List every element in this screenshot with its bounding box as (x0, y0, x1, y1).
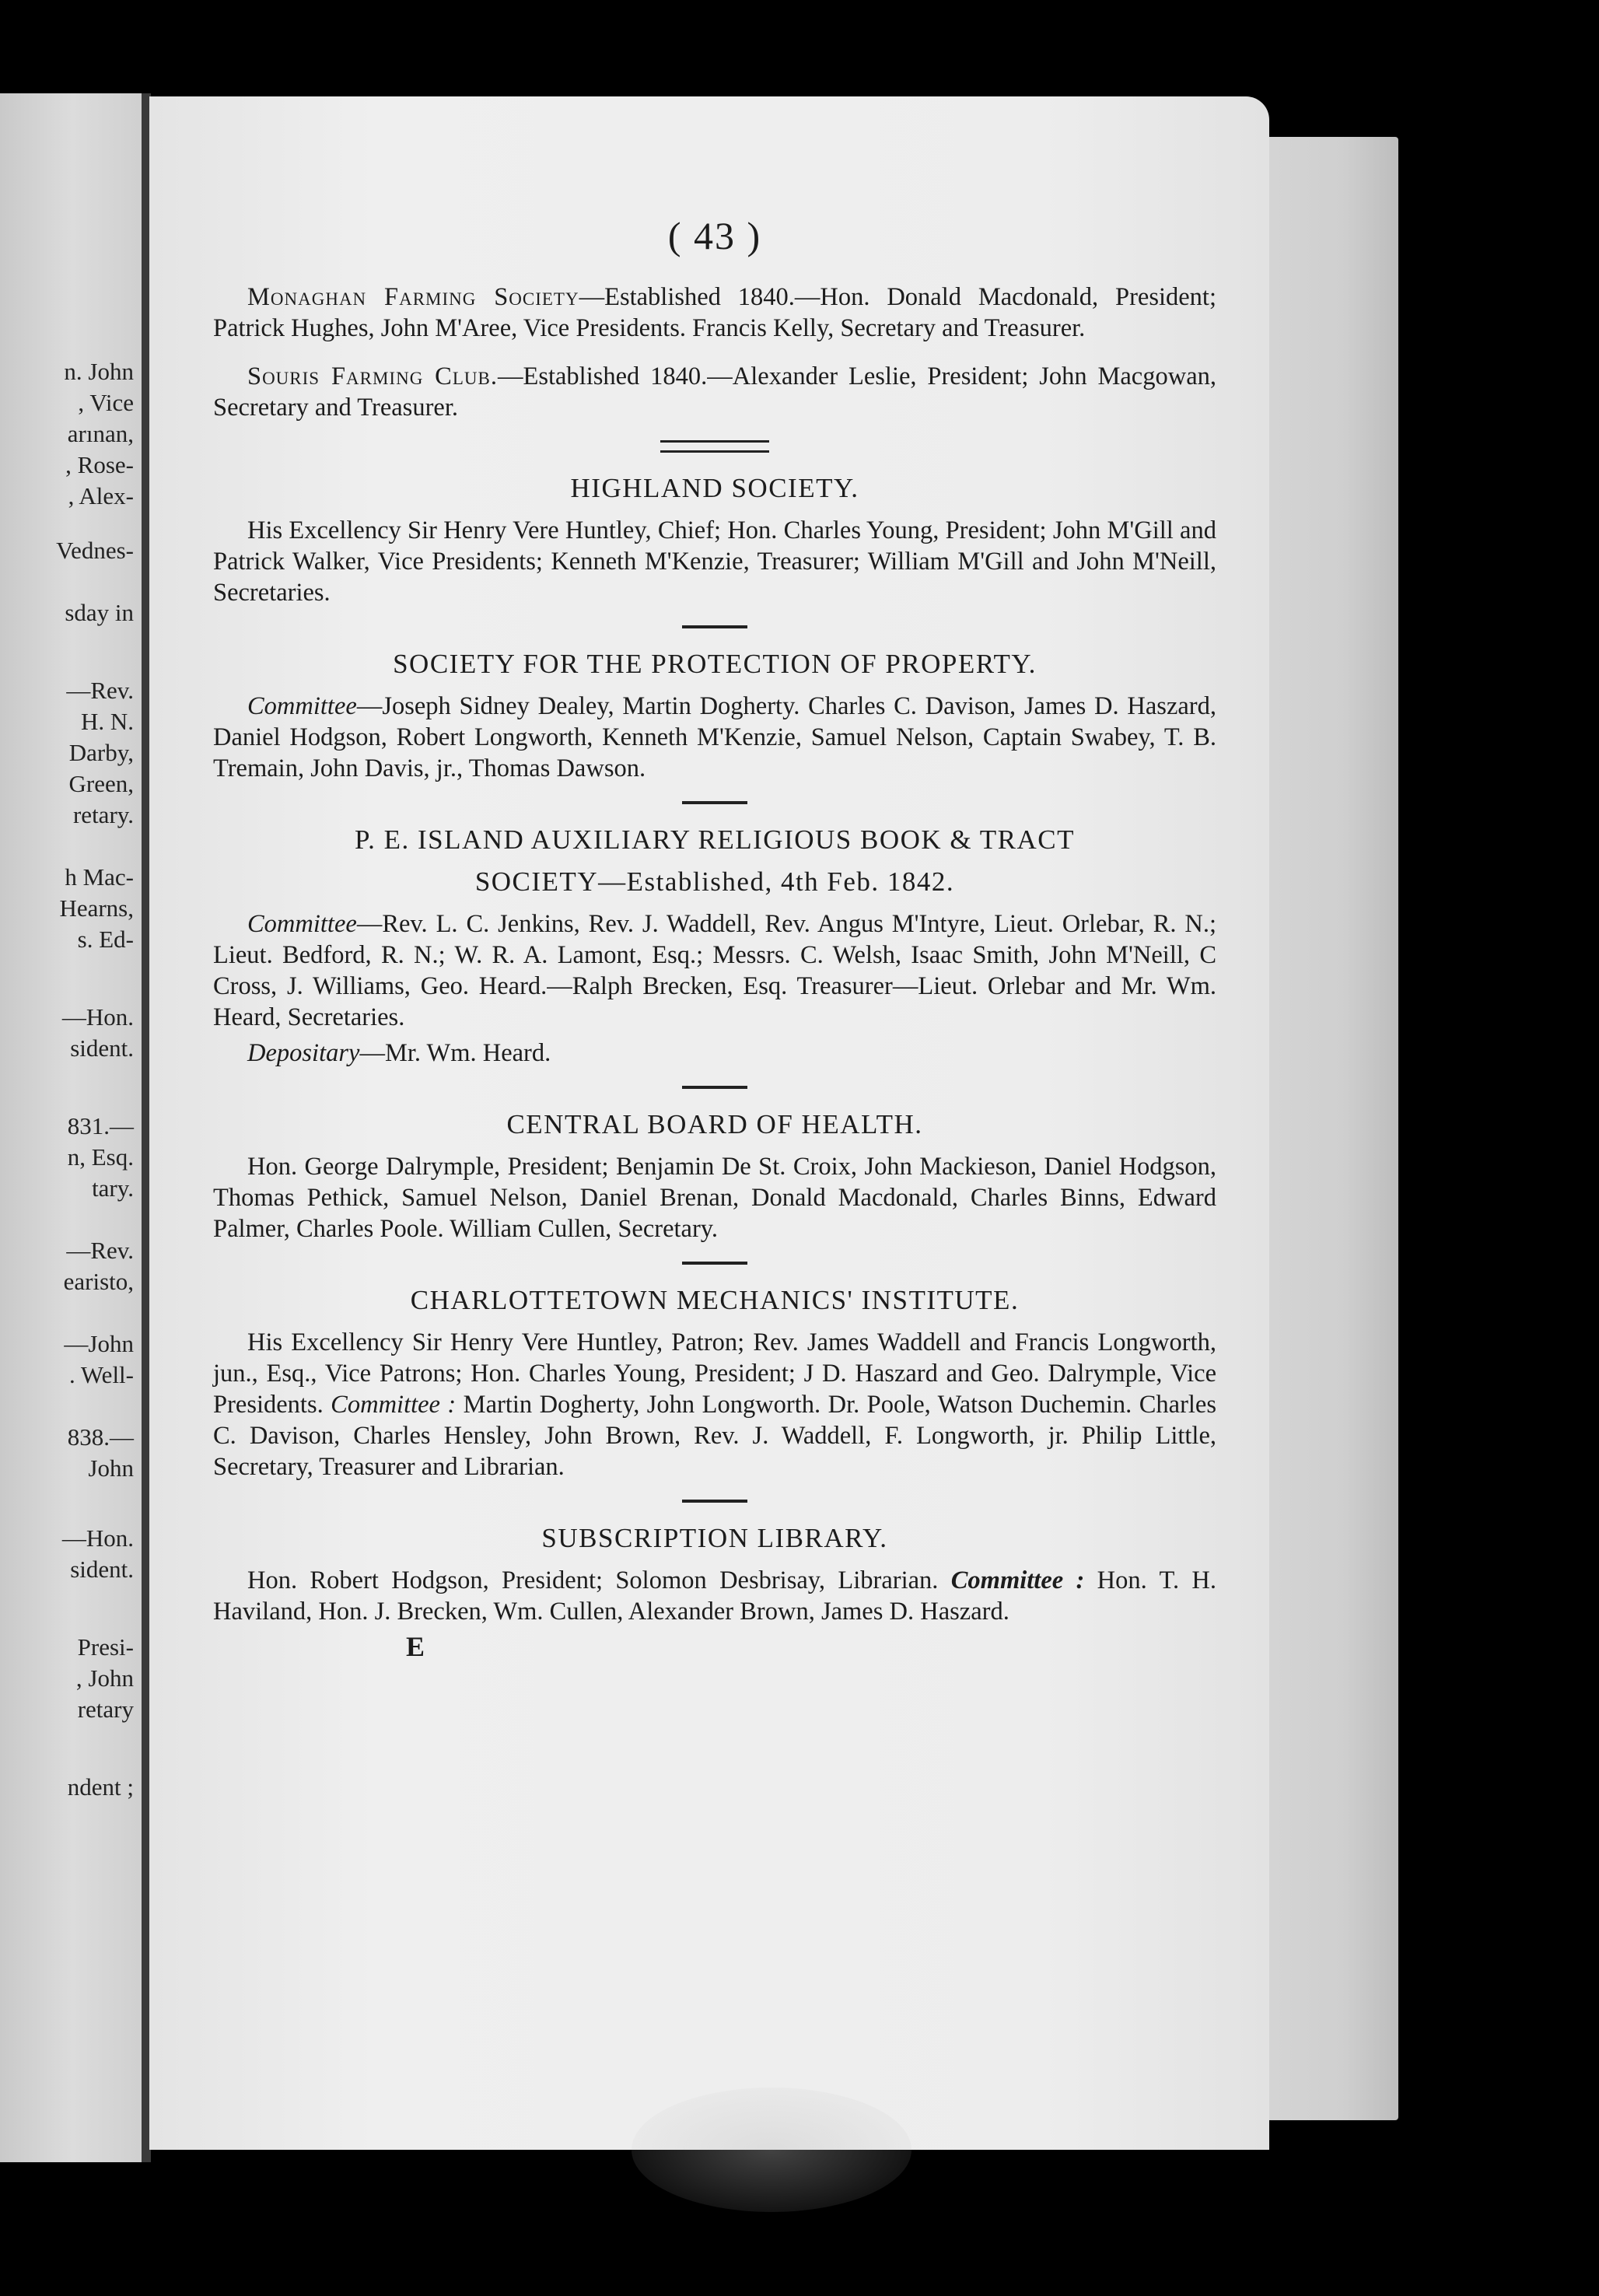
board-of-health-heading: CENTRAL BOARD OF HEALTH. (506, 1109, 923, 1139)
property-society-text (213, 691, 1216, 784)
left-page-text-fragment: , Alex- (68, 482, 134, 509)
page-number: ( 43 ) (667, 214, 762, 257)
committee-label: Committee : (331, 1391, 457, 1419)
left-page-text-fragment: John (88, 1454, 134, 1482)
section-divider (660, 440, 769, 453)
subscription-library-text (213, 1565, 1216, 1627)
entry-name: Souris Farming Club. (247, 362, 498, 390)
left-page-text-fragment: retary (77, 1696, 134, 1723)
entry-text: —Joseph Sidney Dealey, Martin Dogherty. Charles C. Davison, James D. Haszard, Daniel Hodgson, Robert Longworth, Kenneth M'Kenzie, Samuel Nelson, Captain Swabey, T. B. Tremain, John Davis, jr., Thomas Dawson. (213, 692, 1216, 782)
left-page-text-fragment: sident. (70, 1034, 134, 1062)
tract-society-heading-line2: SOCIETY—Established, 4th Feb. 1842. (474, 866, 955, 897)
left-page-text-fragment: —Rev. (66, 1237, 134, 1264)
left-page-text-fragment: —John (64, 1330, 134, 1357)
depositary-label: Depositary (247, 1039, 360, 1067)
left-page-text-fragment: 838.— (67, 1423, 134, 1451)
section-divider (682, 1086, 747, 1089)
section-divider (682, 1262, 747, 1265)
monaghan-farming-society (213, 282, 1216, 344)
committee-label: Committee (247, 910, 357, 938)
left-page-text-fragment: , Rose- (65, 451, 134, 478)
left-page-text-fragment: , John (75, 1664, 134, 1692)
highland-society-text: His Excellency Sir Henry Vere Huntley, Chief; Hon. Charles Young, President; John M'Gill and Patrick Walker, Vice Presidents; Kenneth M'Kenzie, Treasurer; William M'Gill and John M'Neill, Secretaries. (213, 516, 1216, 607)
left-page-text-fragment: n, Esq. (67, 1143, 134, 1171)
highland-society-heading: HIGHLAND SOCIETY. (570, 473, 859, 503)
page (149, 96, 1269, 2150)
property-society-heading: SOCIETY FOR THE PROTECTION OF PROPERTY. (393, 649, 1037, 679)
left-page-text-fragment: —Rev. (66, 677, 134, 704)
left-page-text-fragment: Vednes- (56, 537, 134, 564)
left-page-text-fragment: . Well- (68, 1361, 134, 1388)
entry-text: Hon. T. H. Haviland, Hon. J. Brecken, Wm. Cullen, Alexander Brown, James D. Haszard. (213, 1566, 1217, 1626)
committee-label: Committee (247, 692, 357, 720)
left-page-text-fragment: retary. (72, 801, 134, 828)
section-divider (682, 801, 747, 804)
entry-text: —Established 1840.—Hon. Donald Macdonald, President; Patrick Hughes, John M'Aree, Vice Presidents. Francis Kelly, Secretary and Treasurer. (213, 283, 1216, 342)
entry-text: Martin Dogherty, John Longworth. Dr. Poole, Watson Duchemin. Charles C. Davison, Charles Hensley, John Brown, Rev. J. Waddell, F. Longworth, jr. Philip Little, Secretary, Treasurer and Librarian. (213, 1391, 1216, 1481)
left-page-text-fragment: Hearns, (59, 894, 134, 922)
left-page-text-fragment: sday in (65, 599, 134, 626)
entry-text: —Mr. Wm. Heard. (359, 1039, 551, 1067)
left-page-text-fragment: H. N. (80, 708, 134, 735)
left-page-text-fragment: s. Ed- (77, 926, 134, 953)
signature-mark: E (406, 1631, 425, 1662)
left-page-text-fragment: Presi- (77, 1633, 134, 1661)
left-page-fragment (0, 93, 145, 2162)
left-page-text-fragment: —Hon. (61, 1524, 134, 1552)
entry-text: —Rev. L. C. Jenkins, Rev. J. Waddell, Rev. Angus M'Intyre, Lieut. Orlebar, R. N.; Lieut. Bedford, R. N.; W. R. A. Lamont, Esq.; Messrs. C. Welsh, Isaac Smith, John M'Neill, C Cross, J. Williams, Geo. Heard.—Ralph Brecken, Esq. Treasurer—Lieut. Orlebar and Mr. Wm. Heard, Secretaries. (213, 910, 1216, 1031)
board-of-health-text: Hon. George Dalrymple, President; Benjamin De St. Croix, John Mackieson, Daniel Hodgson, Thomas Pethick, Samuel Nelson, Daniel Brenan, Donald Macdonald, Charles Binns, Edward Palmer, Charles Poole. William Cullen, Secretary. (213, 1153, 1216, 1243)
left-page-text-fragment: n. John (64, 358, 134, 385)
left-page-text-fragment: h Mac- (65, 863, 134, 891)
souris-farming-club (213, 361, 1216, 423)
paper-stain (632, 2088, 911, 2212)
left-page-text-fragment: —Hon. (61, 1003, 134, 1031)
entry-text: —Established 1840.—Alexander Leslie, President; John Macgowan, Secretary and Treasurer. (213, 362, 1216, 422)
entry-text: Hon. Robert Hodgson, President; Solomon Desbrisay, Librarian. (247, 1566, 951, 1594)
left-page-text-fragment: earisto, (63, 1268, 134, 1295)
left-page-text-fragment: ndent ; (67, 1773, 134, 1801)
entry-text: His Excellency Sir Henry Vere Huntley, Patron; Rev. James Waddell and Francis Longworth, jun., Esq., Vice Patrons; Hon. Charles Young, President; J D. Haszard and Geo. Dalrymple, Vice Presidents. (213, 1328, 1216, 1419)
left-page-text-fragment: sident. (70, 1556, 134, 1583)
entry-name: Monaghan Farming Society (247, 283, 579, 311)
tract-society-heading-line1: P. E. ISLAND AUXILIARY RELIGIOUS BOOK & TRACT (355, 824, 1075, 855)
subscription-library-heading: SUBSCRIPTION LIBRARY. (541, 1523, 888, 1553)
committee-label: Committee : (950, 1566, 1085, 1594)
left-page-text-fragment: tary. (92, 1174, 134, 1202)
left-page-text-fragment: 831.— (67, 1112, 134, 1139)
left-page-text-fragment: , Vice (78, 389, 134, 416)
left-page-text-fragment: Green, (68, 770, 134, 797)
section-divider (682, 625, 747, 628)
tract-society-depositary (213, 1038, 1216, 1069)
mechanics-institute-heading: CHARLOTTETOWN MECHANICS' INSTITUTE. (410, 1285, 1020, 1315)
tract-society-text (213, 908, 1216, 1033)
page-content (213, 213, 1216, 1663)
mechanics-institute-text (213, 1327, 1216, 1482)
section-divider (682, 1500, 747, 1503)
left-page-text-fragment: Darby, (68, 739, 134, 766)
left-page-text-fragment: arınan, (67, 420, 134, 447)
